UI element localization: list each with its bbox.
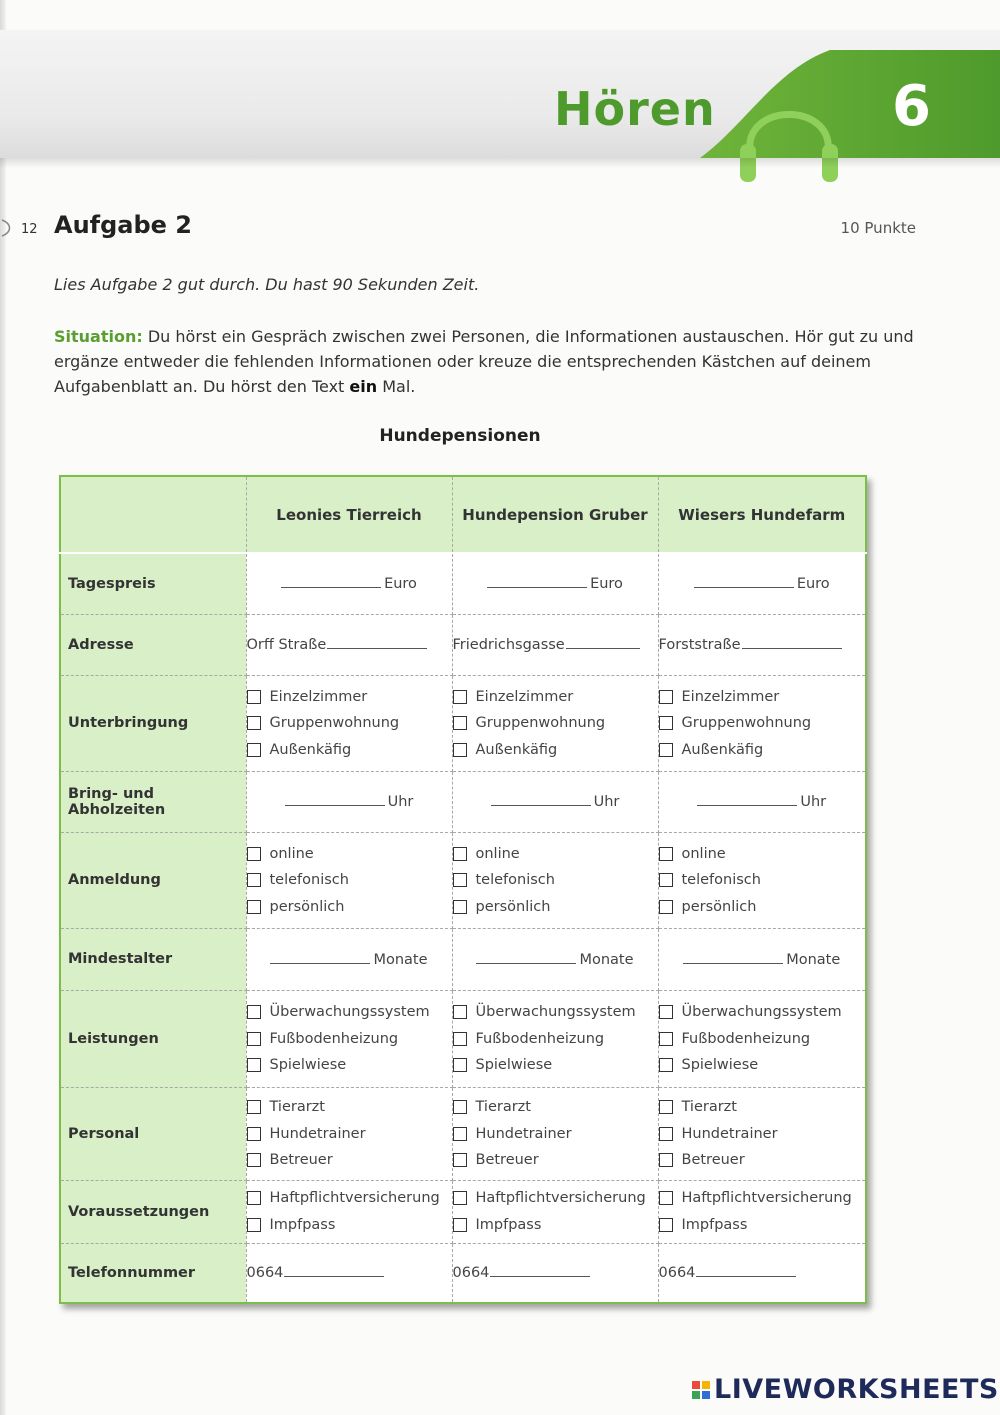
answer-blank[interactable] [284,1264,384,1277]
option-item[interactable] [453,710,658,737]
liveworksheets-logo[interactable] [692,1374,999,1405]
checkbox[interactable] [453,1218,467,1232]
answer-blank[interactable] [694,575,794,588]
task-title: Aufgabe 2 [54,211,192,239]
logo-text: LIVEWORKSHEETS [714,1374,999,1405]
phone-cell [452,1243,658,1303]
column-header: Hundepension Gruber [452,476,658,553]
price-cell [452,553,658,614]
answer-blank[interactable] [697,793,797,806]
options-cell [246,1087,452,1180]
time-cell [658,771,866,832]
option-label: Haftpflichtversicherung [681,1190,852,1207]
answer-blank[interactable] [285,793,385,806]
row-label: Bring- und Abholzeiten [60,771,246,832]
answer-blank[interactable] [327,636,427,649]
option-label: Einzelzimmer [475,688,574,705]
option-item[interactable] [247,710,452,737]
checkbox[interactable] [247,1153,261,1167]
options-cell [452,1087,658,1180]
row-label: Personal [60,1087,246,1180]
options-cell [246,675,452,771]
option-item[interactable] [453,1025,658,1052]
row-label: Tagespreis [60,553,246,614]
unit-label: Euro [384,576,417,593]
checkbox[interactable] [247,743,261,757]
option-label: Hundetrainer [269,1125,366,1142]
answer-blank[interactable] [742,636,842,649]
option-label: Betreuer [475,1152,539,1168]
phone-prefix: 0664 [246,1265,284,1282]
row-label: Voraussetzungen [60,1180,246,1243]
answer-blank[interactable] [281,575,381,588]
table-title: Hundepensionen [379,426,541,446]
option-label: Haftpflichtversicherung [475,1190,646,1207]
headphones-icon [734,82,844,192]
checkbox[interactable] [659,716,673,730]
option-label: Überwachungssystem [475,1004,636,1020]
table-row [60,928,866,990]
option-label: Außenkäfig [269,741,352,758]
answer-blank[interactable] [566,636,640,649]
option-item[interactable] [453,1147,658,1174]
checkbox[interactable] [659,1005,673,1019]
checkbox[interactable] [247,690,261,704]
option-label: online [681,845,726,862]
options-cell [452,675,658,771]
checkbox[interactable] [659,1100,673,1114]
age-cell [246,928,452,990]
checkbox[interactable] [247,1100,261,1114]
unit-label: Uhr [800,794,827,810]
option-item[interactable] [247,1094,452,1121]
phone-cell [246,1243,452,1303]
options-cell [658,990,866,1087]
phone-prefix: 0664 [452,1265,490,1282]
option-item[interactable] [247,893,452,920]
table-row [60,614,866,675]
checkbox[interactable] [247,1032,261,1046]
situation-text [54,324,914,399]
checkbox[interactable] [453,743,467,757]
checkbox[interactable] [247,1005,261,1019]
option-item[interactable] [659,736,866,763]
option-item[interactable] [453,867,658,894]
option-item[interactable] [247,867,452,894]
checkbox[interactable] [659,690,673,704]
unit-label: Uhr [387,794,414,810]
checkbox[interactable] [247,873,261,887]
option-item[interactable] [453,1052,658,1079]
unit-label: Monate [579,951,634,968]
comparison-table [59,475,867,1304]
options-cell [246,1180,452,1243]
table-row [60,1243,866,1303]
checkbox[interactable] [247,900,261,914]
option-item[interactable] [453,999,658,1026]
age-cell [658,928,866,990]
option-item[interactable] [659,1185,866,1212]
option-label: Impfpass [475,1216,542,1233]
option-label: Überwachungssystem [269,1004,430,1020]
option-label: Tierarzt [475,1099,531,1115]
row-label: Telefonnummer [60,1243,246,1303]
checkbox[interactable] [659,873,673,887]
table-row [60,990,866,1087]
option-label: Gruppenwohnung [681,715,812,731]
option-label: Spielwiese [681,1057,759,1073]
option-item[interactable] [659,867,866,894]
table-row [60,832,866,928]
option-label: online [475,845,520,862]
logo-mark-icon [692,1381,710,1399]
audio-track-icon [0,218,14,238]
option-item[interactable] [453,683,658,710]
situation-emphasis: ein [349,377,378,396]
checkbox[interactable] [659,1058,673,1072]
address-prefix: Forststraße [658,637,741,653]
option-item[interactable] [453,1212,658,1239]
row-label: Adresse [60,614,246,675]
checkbox[interactable] [659,1191,673,1205]
option-item[interactable] [247,840,452,867]
option-item[interactable] [659,1212,866,1239]
answer-blank[interactable] [491,793,591,806]
option-label: Überwachungssystem [681,1004,842,1020]
option-label: Außenkäfig [475,741,558,758]
option-label: Fußbodenheizung [269,1030,399,1047]
page-edge [0,0,6,1415]
checkbox[interactable] [453,1058,467,1072]
unit-label: Monate [786,951,841,968]
option-label: Hundetrainer [475,1125,572,1142]
checkbox[interactable] [659,1153,673,1167]
checkbox[interactable] [659,1127,673,1141]
table-row [60,771,866,832]
option-label: Fußbodenheizung [681,1030,811,1047]
option-item[interactable] [453,893,658,920]
checkbox[interactable] [659,743,673,757]
option-label: Betreuer [269,1152,333,1168]
table-row [60,553,866,614]
age-cell [452,928,658,990]
option-label: Betreuer [681,1152,745,1168]
header-shadow [0,158,1000,168]
situation-end: Mal. [377,377,416,396]
option-label: Gruppenwohnung [269,715,400,731]
checkbox[interactable] [453,1005,467,1019]
option-label: Tierarzt [681,1099,737,1115]
checkbox[interactable] [453,1153,467,1167]
answer-blank[interactable] [696,1264,796,1277]
checkbox[interactable] [453,716,467,730]
checkbox[interactable] [659,1218,673,1232]
unit-label: Euro [796,576,830,593]
price-cell [246,553,452,614]
checkbox[interactable] [247,1191,261,1205]
table-row [60,1180,866,1243]
situation-label: Situation: [54,327,143,346]
option-item[interactable] [659,1147,866,1174]
options-cell [452,1180,658,1243]
option-item[interactable] [659,1025,866,1052]
option-label: Einzelzimmer [681,688,780,705]
answer-blank[interactable] [490,1264,590,1277]
row-label: Mindestalter [60,928,246,990]
table-row [60,1087,866,1180]
address-cell [246,614,452,675]
option-label: Spielwiese [475,1057,553,1073]
price-cell [658,553,866,614]
checkbox[interactable] [453,1032,467,1046]
option-item[interactable] [247,999,452,1026]
options-cell [658,675,866,771]
row-label: Unterbringung [60,675,246,771]
checkbox[interactable] [453,900,467,914]
checkbox[interactable] [659,900,673,914]
chapter-header [0,30,1000,158]
chapter-title: Hören [554,82,716,136]
option-label: persönlich [475,898,551,915]
table-corner-cell [60,476,246,553]
option-item[interactable] [659,893,866,920]
checkbox[interactable] [453,1100,467,1114]
option-item[interactable] [659,1052,866,1079]
time-cell [452,771,658,832]
option-label: Fußbodenheizung [475,1030,605,1047]
option-item[interactable] [453,736,658,763]
unit-label: Euro [590,576,623,593]
answer-blank[interactable] [487,575,587,588]
option-item[interactable] [247,1120,452,1147]
option-item[interactable] [247,1185,452,1212]
checkbox[interactable] [659,847,673,861]
option-label: Haftpflichtversicherung [269,1190,440,1207]
option-item[interactable] [247,1052,452,1079]
answer-blank[interactable] [683,951,783,964]
option-item[interactable] [453,840,658,867]
option-item[interactable] [659,1120,866,1147]
column-header: Wiesers Hundefarm [658,476,866,553]
address-cell [452,614,658,675]
address-prefix: Friedrichsgasse [452,637,565,653]
answer-blank[interactable] [270,951,370,964]
options-cell [658,832,866,928]
chapter-number: 6 [892,74,931,139]
phone-cell [658,1243,866,1303]
options-cell [246,832,452,928]
checkbox[interactable] [453,873,467,887]
option-label: Impfpass [681,1216,748,1233]
option-item[interactable] [247,683,452,710]
table-header-row [60,476,866,553]
checkbox[interactable] [247,716,261,730]
row-label: Anmeldung [60,832,246,928]
option-label: Hundetrainer [681,1125,778,1142]
options-cell [452,990,658,1087]
checkbox[interactable] [659,1032,673,1046]
option-item[interactable] [247,1025,452,1052]
option-item[interactable] [659,1094,866,1121]
option-item[interactable] [659,999,866,1026]
unit-label: Monate [373,951,428,968]
option-label: Impfpass [269,1216,336,1233]
options-cell [452,832,658,928]
checkbox[interactable] [247,1058,261,1072]
option-item[interactable] [453,1185,658,1212]
comparison-table-wrapper [59,475,867,1304]
track-number: 12 [21,222,38,237]
option-label: Spielwiese [269,1057,347,1073]
options-cell [658,1087,866,1180]
option-item[interactable] [453,1094,658,1121]
option-label: Einzelzimmer [269,688,368,705]
table-row [60,675,866,771]
option-item[interactable] [659,683,866,710]
option-item[interactable] [247,736,452,763]
option-item[interactable] [659,840,866,867]
checkbox[interactable] [453,1191,467,1205]
points-label: 10 Punkte [840,219,916,237]
option-label: persönlich [269,898,345,915]
checkbox[interactable] [247,1218,261,1232]
options-cell [658,1180,866,1243]
option-item[interactable] [247,1212,452,1239]
row-label: Leistungen [60,990,246,1087]
option-label: Tierarzt [269,1099,325,1115]
option-label: telefonisch [475,872,555,888]
checkbox[interactable] [453,1127,467,1141]
time-cell [246,771,452,832]
option-label: Außenkäfig [681,741,764,758]
situation-body: Du hörst ein Gespräch zwischen zwei Personen, die Informationen austauschen. Hör gut zu und ergänze entweder die fehlenden Informationen oder kreuze die entsprechenden Kästchen auf deinem Aufgabenblatt an. Du hörst den Text [54,327,914,396]
option-label: persönlich [681,898,757,915]
unit-label: Uhr [593,794,620,810]
option-label: online [269,845,314,862]
header-green-shape [0,30,1000,158]
answer-blank[interactable] [476,951,576,964]
option-item[interactable] [453,1120,658,1147]
address-cell [658,614,866,675]
option-item[interactable] [659,710,866,737]
checkbox[interactable] [247,1127,261,1141]
option-label: telefonisch [269,872,349,888]
option-label: telefonisch [681,872,761,888]
option-item[interactable] [247,1147,452,1174]
column-header: Leonies Tierreich [246,476,452,553]
option-label: Gruppenwohnung [475,715,606,731]
checkbox[interactable] [247,847,261,861]
options-cell [246,990,452,1087]
phone-prefix: 0664 [658,1265,696,1282]
checkbox[interactable] [453,847,467,861]
checkbox[interactable] [453,690,467,704]
address-prefix: Orff Straße [246,637,327,653]
task-instruction: Lies Aufgabe 2 gut durch. Du hast 90 Sekunden Zeit. [54,275,480,294]
